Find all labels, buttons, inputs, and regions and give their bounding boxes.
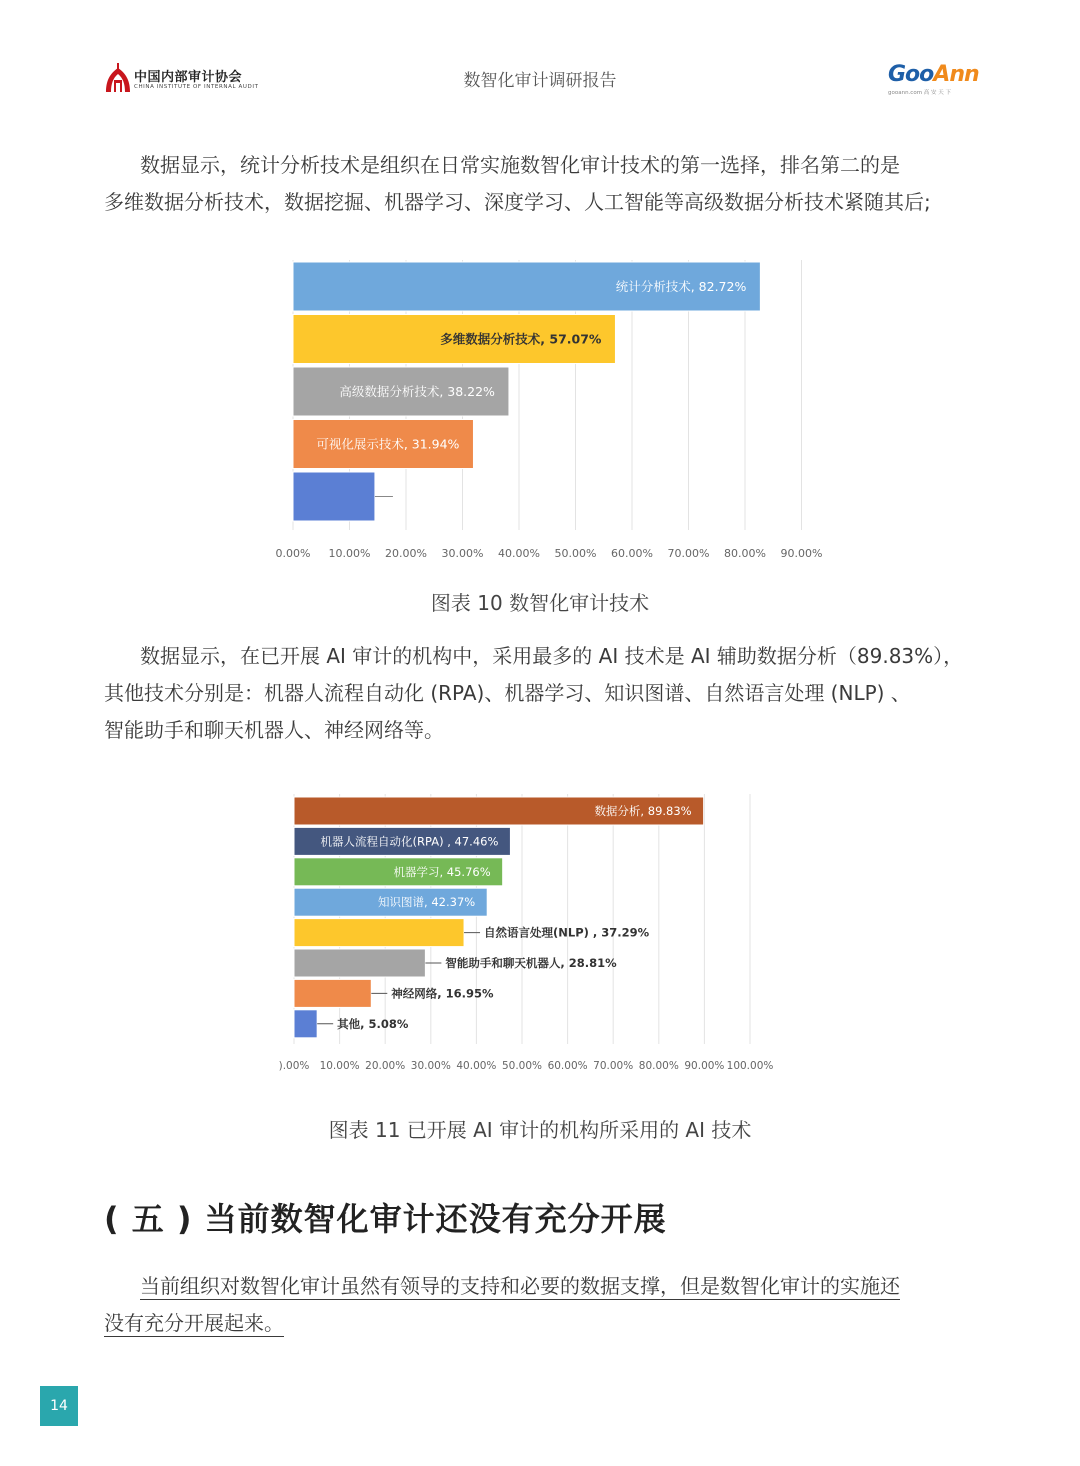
data-label: 神经网络, 16.95% [391,986,494,1001]
paragraph-line: 其他技术分别是：机器人流程自动化 (RPA)、机器学习、知识图谱、自然语言处理 (NLP) 、 [104,681,911,705]
paragraph-line: 数据显示，在已开展 AI 审计的机构中，采用最多的 AI 技术是 AI 辅助数据分析（89.83%）， [140,644,964,668]
paragraph-line: 当前组织对数智化审计虽然有领导的支持和必要的数据支撑，但是数智化审计的实施还 [140,1274,900,1298]
x-tick-label: 50.00% [501,1060,543,1072]
x-tick-label: 60.00% [547,1060,588,1072]
x-tick-label: 20.00% [365,1060,406,1072]
data-label: 自然语言处理(NLP) , 37.29% [484,925,650,940]
bar [294,949,425,977]
x-tick-label: 50.00% [554,547,597,560]
org-name: 中国内部审计协会 [134,70,243,85]
x-tick-label: 90.00% [684,1060,725,1072]
data-label: 其他, 5.08% [337,1016,409,1031]
x-tick-label: ).00% [278,1060,310,1072]
x-tick-label: 100.00% [726,1060,774,1072]
bar [294,1010,317,1038]
document-title: 数智化审计调研报告 [463,71,617,91]
data-label: 多维数据分析技术, 57.07% [440,331,602,347]
paragraph-line: 智能助手和聊天机器人、神经网络等。 [104,718,444,742]
paragraph-line: 多维数据分析技术，数据挖掘、机器学习、深度学习、人工智能等高级数据分析技术紧随其后; [104,190,931,214]
section-heading: ( 五 ) 当前数智化审计还没有充分开展 [104,1200,667,1238]
x-tick-label: 10.00% [319,1060,360,1072]
brand-text-part1: Goo [888,62,934,87]
brand-text-part2: Ann [933,62,979,87]
bar [294,919,464,947]
data-label: 机器学习, 45.76% [393,864,491,879]
x-tick-label: 80.00% [638,1060,679,1072]
paragraph-line: 没有充分开展起来。 [104,1311,284,1335]
x-tick-label: 90.00% [780,547,823,560]
paragraph-ai-tech [104,638,984,749]
x-tick-label: 80.00% [724,547,766,560]
data-label: 机器人流程自动化(RPA) , 47.46% [320,834,499,849]
x-tick-label: 70.00% [667,547,710,560]
x-tick-label: 40.00% [456,1060,497,1072]
data-label: 数据分析, 89.83% [594,804,692,818]
chart-caption: 图表 10 数智化审计技术 [430,591,650,615]
x-tick-label: 20.00% [385,547,427,560]
chart-caption: 图表 11 已开展 AI 审计的机构所采用的 AI 技术 [328,1118,752,1142]
paragraph-intro [104,147,984,221]
paragraph-conclusion [104,1268,984,1342]
bar [293,472,375,521]
chart-ai-technologies [270,780,790,1080]
bar [294,979,371,1007]
data-label: 智能助手和聊天机器人, 28.81% [445,956,617,970]
brand-subtitle: gooann.com 高 安 天 下 [888,90,952,96]
x-tick-label: 30.00% [410,1060,451,1072]
data-label: 高级数据分析技术, 38.22% [339,384,495,399]
chart-audit-technologies [270,240,840,570]
x-tick-label: 10.00% [328,547,371,560]
data-label: 可视化展示技术, 31.94% [316,436,460,452]
page-number: 14 [40,1386,78,1426]
org-name-en: CHINA INSTITUTE OF INTERNAL AUDIT [134,84,259,90]
paragraph-line: 数据显示，统计分析技术是组织在日常实施数智化审计技术的第一选择，排名第二的是 [140,153,900,177]
x-tick-label: 70.00% [593,1060,634,1072]
x-tick-label: 30.00% [441,547,484,560]
data-label: 统计分析技术, 82.72% [615,279,747,294]
x-tick-label: 40.00% [498,547,540,560]
x-tick-label: 60.00% [611,547,653,560]
x-tick-label: 0.00% [275,547,311,560]
brand-logo [888,64,980,94]
data-label: 知识图谱, 42.37% [378,895,476,910]
